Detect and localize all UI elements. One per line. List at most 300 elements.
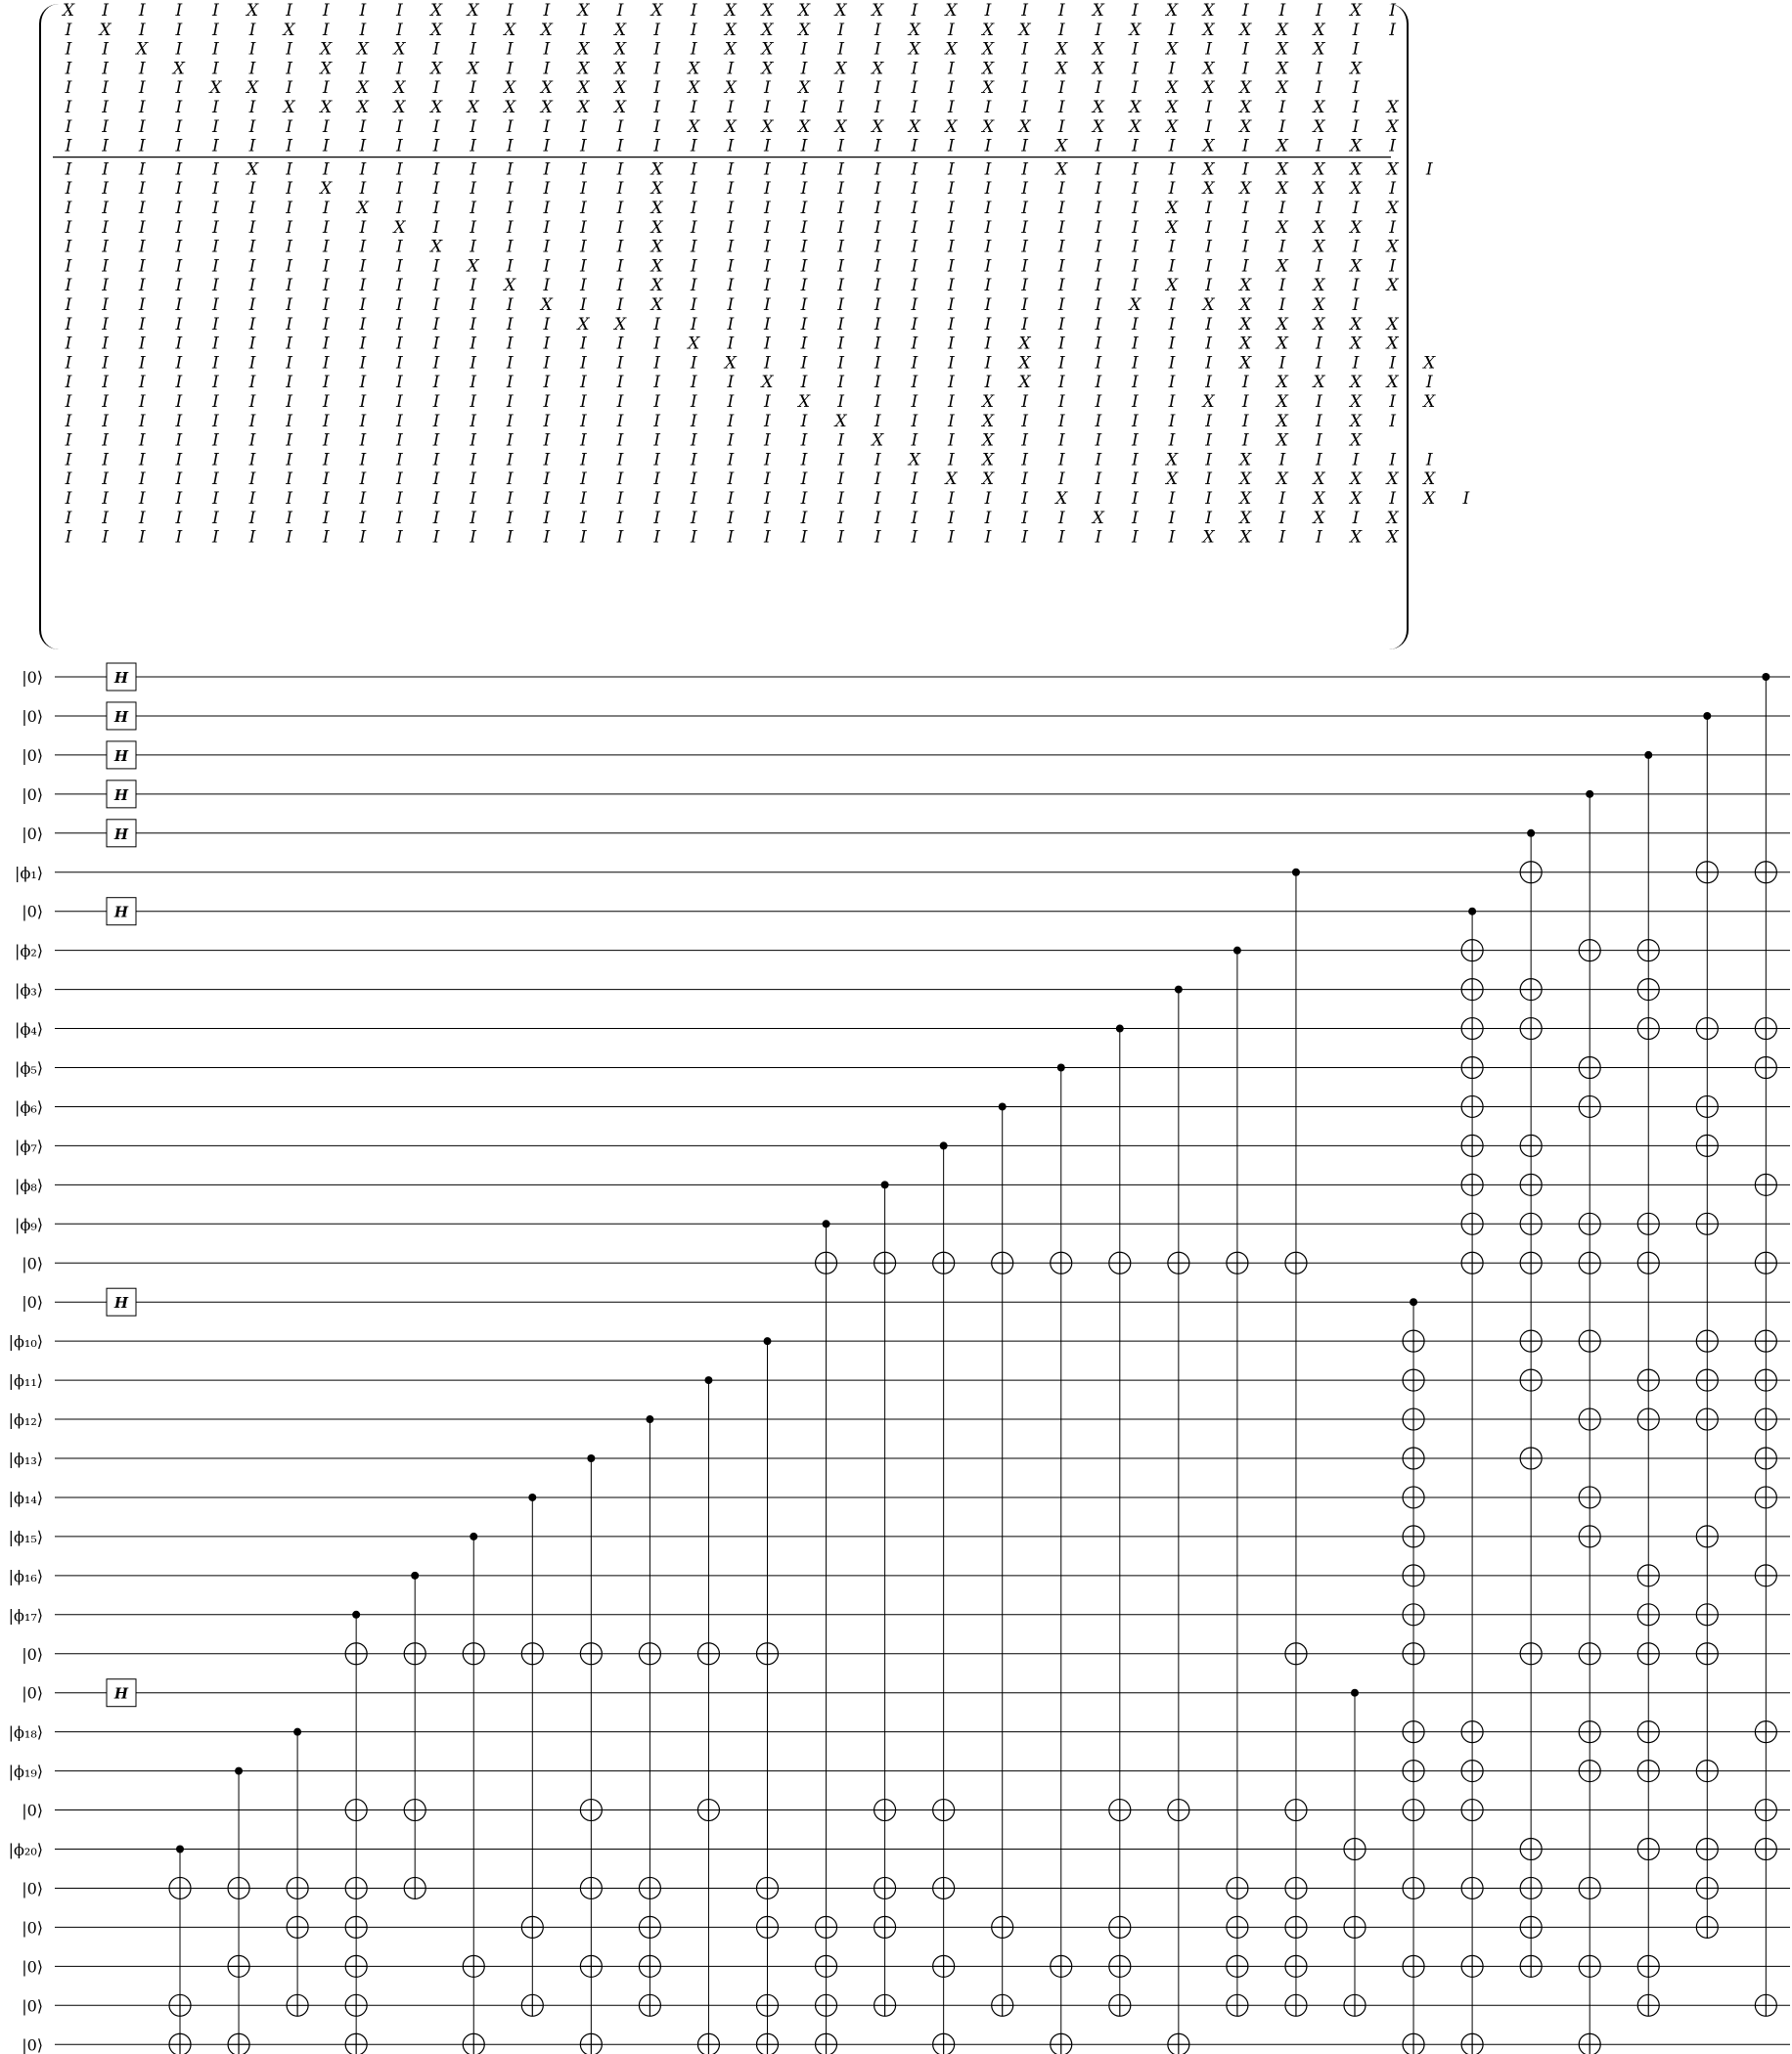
hadamard-gate-label: H [113, 669, 129, 687]
matrix-cell: I [138, 136, 146, 156]
target-oplus [1344, 1839, 1366, 1860]
matrix-cell: I [1095, 179, 1102, 200]
matrix-cell: X [1349, 489, 1363, 509]
matrix-cell: I [1057, 373, 1065, 393]
matrix-cell: I [175, 116, 183, 137]
matrix-cell: I [248, 450, 256, 470]
matrix-cell: I [138, 116, 146, 137]
matrix-cell: I [138, 295, 146, 315]
matrix-cell: I [506, 199, 514, 218]
matrix-cell: I [1168, 159, 1176, 180]
matrix-cell: X [1239, 78, 1252, 99]
matrix-cell: I [911, 373, 918, 393]
matrix-cell: I [506, 334, 514, 354]
matrix-cell: X [1239, 276, 1252, 296]
matrix-cell: I [175, 179, 183, 200]
matrix-cell: X [1386, 98, 1399, 117]
matrix-cell: I [1278, 237, 1286, 257]
matrix-cell: I [1278, 276, 1286, 296]
matrix-cell: I [1352, 199, 1360, 218]
matrix-cell: X [1349, 430, 1363, 451]
matrix-cell: I [1057, 78, 1065, 99]
matrix-cell: I [1168, 392, 1176, 412]
matrix-cell: I [248, 20, 256, 40]
matrix-cell: X [1202, 78, 1215, 99]
matrix-cell: I [65, 276, 72, 296]
matrix-cell: I [1352, 78, 1360, 99]
matrix-cell: I [1168, 59, 1176, 79]
matrix-cell: I [1095, 20, 1102, 40]
target-oplus [1579, 1487, 1600, 1508]
matrix-cell: I [175, 334, 183, 354]
matrix-cell: I [874, 159, 881, 180]
matrix-cell: I [948, 217, 955, 238]
matrix-cell: X [724, 116, 737, 137]
matrix-cell: I [837, 527, 844, 548]
matrix-cell: I [727, 373, 735, 393]
target-oplus [1227, 1877, 1248, 1898]
matrix-cell: I [1021, 450, 1028, 470]
target-oplus [1755, 1448, 1776, 1469]
matrix-cell: I [1132, 411, 1139, 431]
matrix-cell: I [102, 314, 109, 335]
target-oplus [1403, 1643, 1424, 1665]
matrix-cell: I [948, 295, 955, 315]
matrix-cell: I [286, 217, 292, 238]
matrix-cell: I [800, 39, 808, 60]
matrix-cell: X [1386, 373, 1399, 393]
matrix-cell: I [616, 411, 624, 431]
matrix-cell: X [981, 59, 995, 79]
target-oplus [1696, 1916, 1718, 1938]
matrix-cell: I [286, 411, 292, 431]
matrix-cell: X [1276, 430, 1288, 451]
matrix-cell: I [1021, 217, 1028, 238]
matrix-cell: I [175, 1, 183, 21]
matrix-cell: I [175, 256, 183, 277]
target-oplus [1403, 1955, 1424, 1977]
matrix-cell: I [1205, 217, 1212, 238]
matrix-cell: I [1205, 450, 1212, 470]
matrix-cell: I [764, 508, 771, 528]
matrix-cell: I [286, 489, 292, 509]
matrix-cell: I [175, 98, 183, 117]
matrix-cell: I [764, 78, 771, 99]
matrix-cell: I [506, 450, 514, 470]
matrix-cell: I [359, 469, 367, 490]
matrix-cell: X [1129, 20, 1142, 40]
matrix-cell: I [1205, 411, 1212, 431]
target-oplus [1461, 1761, 1483, 1782]
qubit-label: |0⟩ [22, 668, 43, 687]
matrix-cell: I [432, 353, 440, 374]
matrix-cell: I [359, 256, 367, 277]
matrix-cell: I [727, 199, 735, 218]
matrix-cell: I [286, 430, 292, 451]
matrix-cell: I [102, 276, 109, 296]
matrix-cell: X [1386, 116, 1399, 137]
matrix-cell: X [1092, 508, 1104, 528]
matrix-cell: I [543, 59, 551, 79]
target-oplus [1755, 862, 1776, 883]
qubit-label: |ϕ₁₀⟩ [8, 1332, 43, 1352]
matrix-cell: I [175, 450, 183, 470]
matrix-cell: I [690, 179, 697, 200]
matrix-cell: I [874, 295, 881, 315]
matrix-cell: I [1316, 430, 1322, 451]
matrix-cell: X [650, 179, 663, 200]
target-oplus [639, 1916, 660, 1938]
matrix-cell: X [945, 1, 958, 21]
matrix-cell: I [286, 39, 292, 60]
matrix-cell: I [1021, 527, 1028, 548]
matrix-cell: I [138, 334, 146, 354]
matrix-cell: I [911, 256, 918, 277]
matrix-cell: I [286, 116, 292, 137]
target-oplus [1520, 1839, 1542, 1860]
matrix-cell: X [1313, 237, 1325, 257]
matrix-cell: I [506, 39, 514, 60]
matrix-cell: X [797, 20, 811, 40]
matrix-cell: X [1202, 527, 1215, 548]
matrix-cell: I [580, 430, 587, 451]
matrix-cell: I [248, 392, 256, 412]
matrix-cell: X [1349, 179, 1363, 200]
matrix-cell: I [1316, 527, 1322, 548]
target-oplus [1461, 2033, 1483, 2054]
matrix-cell: I [948, 199, 955, 218]
matrix-cell: I [1241, 373, 1249, 393]
matrix-cell: I [948, 237, 955, 257]
matrix-cell: I [102, 59, 109, 79]
matrix-cell: I [800, 508, 808, 528]
matrix-cell: I [874, 392, 881, 412]
matrix-cell: I [212, 469, 219, 490]
target-oplus [580, 1643, 602, 1665]
matrix-cell: I [1132, 39, 1139, 60]
control-dot [1057, 1064, 1065, 1072]
matrix-cell: I [1132, 1, 1139, 21]
matrix-cell: I [543, 411, 551, 431]
matrix-cell: I [1316, 78, 1322, 99]
matrix-cell: I [616, 295, 624, 315]
target-oplus [639, 1994, 660, 2016]
matrix-cell: I [322, 237, 330, 257]
matrix-cell: I [984, 1, 992, 21]
qubit-label: |ϕ₆⟩ [15, 1097, 43, 1117]
matrix-cell: I [727, 59, 735, 79]
matrix-cell: I [1278, 508, 1286, 528]
matrix-cell: X [429, 20, 443, 40]
matrix-cell: I [800, 159, 808, 180]
matrix-cell: X [1276, 411, 1288, 431]
control-dot [1586, 790, 1593, 798]
matrix-cell: I [874, 276, 881, 296]
matrix-cell: I [432, 78, 440, 99]
matrix-cell: I [506, 237, 514, 257]
matrix-cell: X [1202, 136, 1215, 156]
matrix-cell: X [1092, 98, 1104, 117]
matrix-cell: I [102, 334, 109, 354]
matrix-cell: I [396, 392, 403, 412]
matrix-cell: X [613, 98, 627, 117]
matrix-cell: X [1239, 314, 1252, 335]
target-oplus [1285, 1252, 1307, 1273]
matrix-cell: X [504, 276, 516, 296]
matrix-cell: X [1349, 59, 1363, 79]
matrix-cell: X [1055, 39, 1068, 60]
matrix-cell: X [1202, 179, 1215, 200]
matrix-cell: X [62, 1, 75, 21]
matrix-cell: I [1057, 469, 1065, 490]
matrix-cell: I [322, 373, 330, 393]
matrix-cell: I [138, 256, 146, 277]
matrix-cell: I [396, 373, 403, 393]
target-oplus [1520, 1213, 1542, 1234]
matrix-cell: I [1278, 489, 1286, 509]
matrix-cell: I [470, 469, 476, 490]
matrix-cell: I [727, 508, 735, 528]
matrix-cell: I [1278, 527, 1286, 548]
matrix-cell: I [322, 450, 330, 470]
matrix-cell: I [248, 116, 256, 137]
matrix-cell: I [248, 199, 256, 218]
matrix-cell: I [65, 199, 72, 218]
matrix-cell: I [359, 411, 367, 431]
qubit-label: |0⟩ [22, 2035, 43, 2054]
target-oplus [1403, 1877, 1424, 1898]
matrix-cell: I [984, 199, 992, 218]
matrix-cell: I [837, 314, 844, 335]
matrix-cell: X [467, 59, 479, 79]
matrix-cell: I [653, 411, 660, 431]
matrix-cell: I [580, 450, 587, 470]
matrix-cell: I [1057, 116, 1065, 137]
matrix-cell: I [580, 276, 587, 296]
matrix-cell: X [1423, 392, 1436, 412]
matrix-cell: I [212, 373, 219, 393]
matrix-cell: I [102, 116, 109, 137]
target-oplus [697, 2033, 719, 2054]
matrix-cell: X [1276, 256, 1288, 277]
target-oplus [1637, 1604, 1659, 1626]
matrix-cell: X [908, 116, 920, 137]
target-oplus [345, 1955, 367, 1977]
matrix-cell: I [506, 256, 514, 277]
matrix-cell: X [1349, 217, 1363, 238]
hadamard-gate-label: H [113, 746, 129, 765]
matrix-cell: X [1239, 116, 1252, 137]
matrix-cell: I [1021, 276, 1028, 296]
matrix-cell: I [1132, 469, 1139, 490]
target-oplus [1637, 1252, 1659, 1273]
matrix-cell: I [248, 179, 256, 200]
matrix-cell: I [543, 450, 551, 470]
matrix-cell: I [432, 199, 440, 218]
matrix-cell: I [800, 469, 808, 490]
matrix-cell: I [1095, 469, 1102, 490]
qubit-label: |ϕ₃⟩ [15, 980, 43, 1000]
matrix-cell: I [727, 276, 735, 296]
target-oplus [1696, 1018, 1718, 1040]
matrix-cell: I [1205, 353, 1212, 374]
matrix-cell: I [764, 159, 771, 180]
matrix-cell: I [286, 353, 292, 374]
matrix-cell: I [580, 527, 587, 548]
target-oplus [1109, 1916, 1131, 1938]
matrix-cell: I [1021, 295, 1028, 315]
matrix-cell: I [506, 136, 514, 156]
matrix-cell: I [1389, 353, 1396, 374]
matrix-cell: I [1095, 159, 1102, 180]
target-oplus [345, 1643, 367, 1665]
matrix-cell: I [984, 136, 992, 156]
target-oplus [874, 1877, 896, 1898]
matrix-cell: X [1349, 373, 1363, 393]
matrix-cell: I [1316, 199, 1322, 218]
matrix-cell: I [948, 136, 955, 156]
matrix-cell: X [650, 295, 663, 315]
matrix-cell: X [504, 98, 516, 117]
matrix-cell: I [470, 411, 476, 431]
matrix-cell: I [1057, 98, 1065, 117]
matrix-cell: I [322, 20, 330, 40]
matrix-cell: I [911, 78, 918, 99]
matrix-cell: I [1132, 353, 1139, 374]
matrix-cell: X [1276, 179, 1288, 200]
matrix-cell: I [65, 78, 72, 99]
matrix-cell: X [320, 98, 333, 117]
matrix-cell: X [908, 450, 920, 470]
matrix-cell: I [506, 59, 514, 79]
matrix-cell: I [432, 217, 440, 238]
matrix-cell: X [613, 20, 627, 40]
target-oplus [1461, 1057, 1483, 1079]
matrix-cell: I [1132, 508, 1139, 528]
control-dot [704, 1376, 712, 1384]
matrix-cell: X [1165, 78, 1179, 99]
target-oplus [1109, 1994, 1131, 2016]
matrix-cell: I [1205, 373, 1212, 393]
target-oplus [933, 1800, 955, 1821]
matrix-cell: I [690, 489, 697, 509]
target-oplus [1461, 1135, 1483, 1156]
matrix-cell: I [1095, 334, 1102, 354]
matrix-cell: I [248, 334, 256, 354]
matrix-cell: I [322, 392, 330, 412]
matrix-cell: I [65, 489, 72, 509]
matrix-cell: I [653, 489, 660, 509]
matrix-cell: I [212, 430, 219, 451]
matrix-cell: X [1129, 116, 1142, 137]
control-dot [235, 1767, 243, 1775]
matrix-cell: X [1202, 59, 1215, 79]
matrix-cell: I [175, 20, 183, 40]
matrix-cell: I [1352, 39, 1360, 60]
matrix-cell: X [136, 39, 149, 60]
matrix-cell: I [616, 334, 624, 354]
matrix-cell: I [764, 334, 771, 354]
matrix-cell: X [1055, 489, 1068, 509]
matrix-cell: X [613, 59, 627, 79]
matrix-cell: I [359, 430, 367, 451]
target-oplus [1520, 1877, 1542, 1898]
matrix-cell: X [504, 20, 516, 40]
matrix-cell: I [286, 508, 292, 528]
matrix-cell: I [506, 116, 514, 137]
matrix-cell: I [616, 136, 624, 156]
matrix-cell: I [616, 430, 624, 451]
matrix-cell: X [1165, 217, 1179, 238]
matrix-cell: X [724, 20, 737, 40]
matrix-cell: I [212, 527, 219, 548]
matrix-cell: I [616, 527, 624, 548]
matrix-cell: I [948, 78, 955, 99]
matrix-cell: I [1205, 256, 1212, 277]
matrix-cell: I [616, 237, 624, 257]
matrix-cell: I [138, 411, 146, 431]
matrix-cell: I [874, 237, 881, 257]
matrix-cell: I [764, 217, 771, 238]
matrix-cell: I [543, 159, 551, 180]
target-oplus [1344, 1994, 1366, 2016]
matrix-cell: I [102, 450, 109, 470]
matrix-cell: I [948, 353, 955, 374]
matrix-cell: X [1129, 98, 1142, 117]
matrix-cell: I [506, 353, 514, 374]
control-dot [352, 1611, 360, 1619]
target-oplus [1403, 1526, 1424, 1547]
target-oplus [1461, 1721, 1483, 1743]
matrix-cell: X [1313, 20, 1325, 40]
matrix-cell: I [470, 508, 476, 528]
matrix-cell: X [1276, 159, 1288, 180]
matrix-cell: I [396, 295, 403, 315]
matrix-cell: I [543, 39, 551, 60]
target-oplus [463, 1955, 484, 1977]
matrix-cell: I [800, 59, 808, 79]
target-oplus [816, 1252, 837, 1273]
matrix-cell: X [761, 39, 774, 60]
matrix-cell: I [248, 527, 256, 548]
matrix-cell: I [1057, 1, 1065, 21]
matrix-cell: X [1129, 295, 1142, 315]
matrix-cell: I [1425, 450, 1433, 470]
matrix-cell: I [580, 373, 587, 393]
matrix-cell: I [874, 78, 881, 99]
matrix-cell: I [1168, 430, 1176, 451]
matrix-cell: X [246, 78, 259, 99]
matrix-cell: I [286, 295, 292, 315]
matrix-cell: X [429, 237, 443, 257]
matrix-cell: I [1021, 1, 1028, 21]
target-oplus [1755, 1994, 1776, 2016]
matrix-cell: I [175, 411, 183, 431]
matrix-cell: I [1132, 256, 1139, 277]
matrix-cell: X [834, 59, 847, 79]
matrix-cell: X [1276, 469, 1288, 490]
matrix-cell: X [577, 1, 590, 21]
target-oplus [1755, 1330, 1776, 1352]
matrix-cell: I [175, 276, 183, 296]
matrix-cell: I [175, 373, 183, 393]
matrix-cell: X [945, 469, 958, 490]
matrix-cell: I [470, 276, 476, 296]
matrix-cell: I [248, 237, 256, 257]
matrix-cell: I [1095, 392, 1102, 412]
matrix-cell: I [1278, 1, 1286, 21]
target-oplus [933, 1955, 955, 1977]
